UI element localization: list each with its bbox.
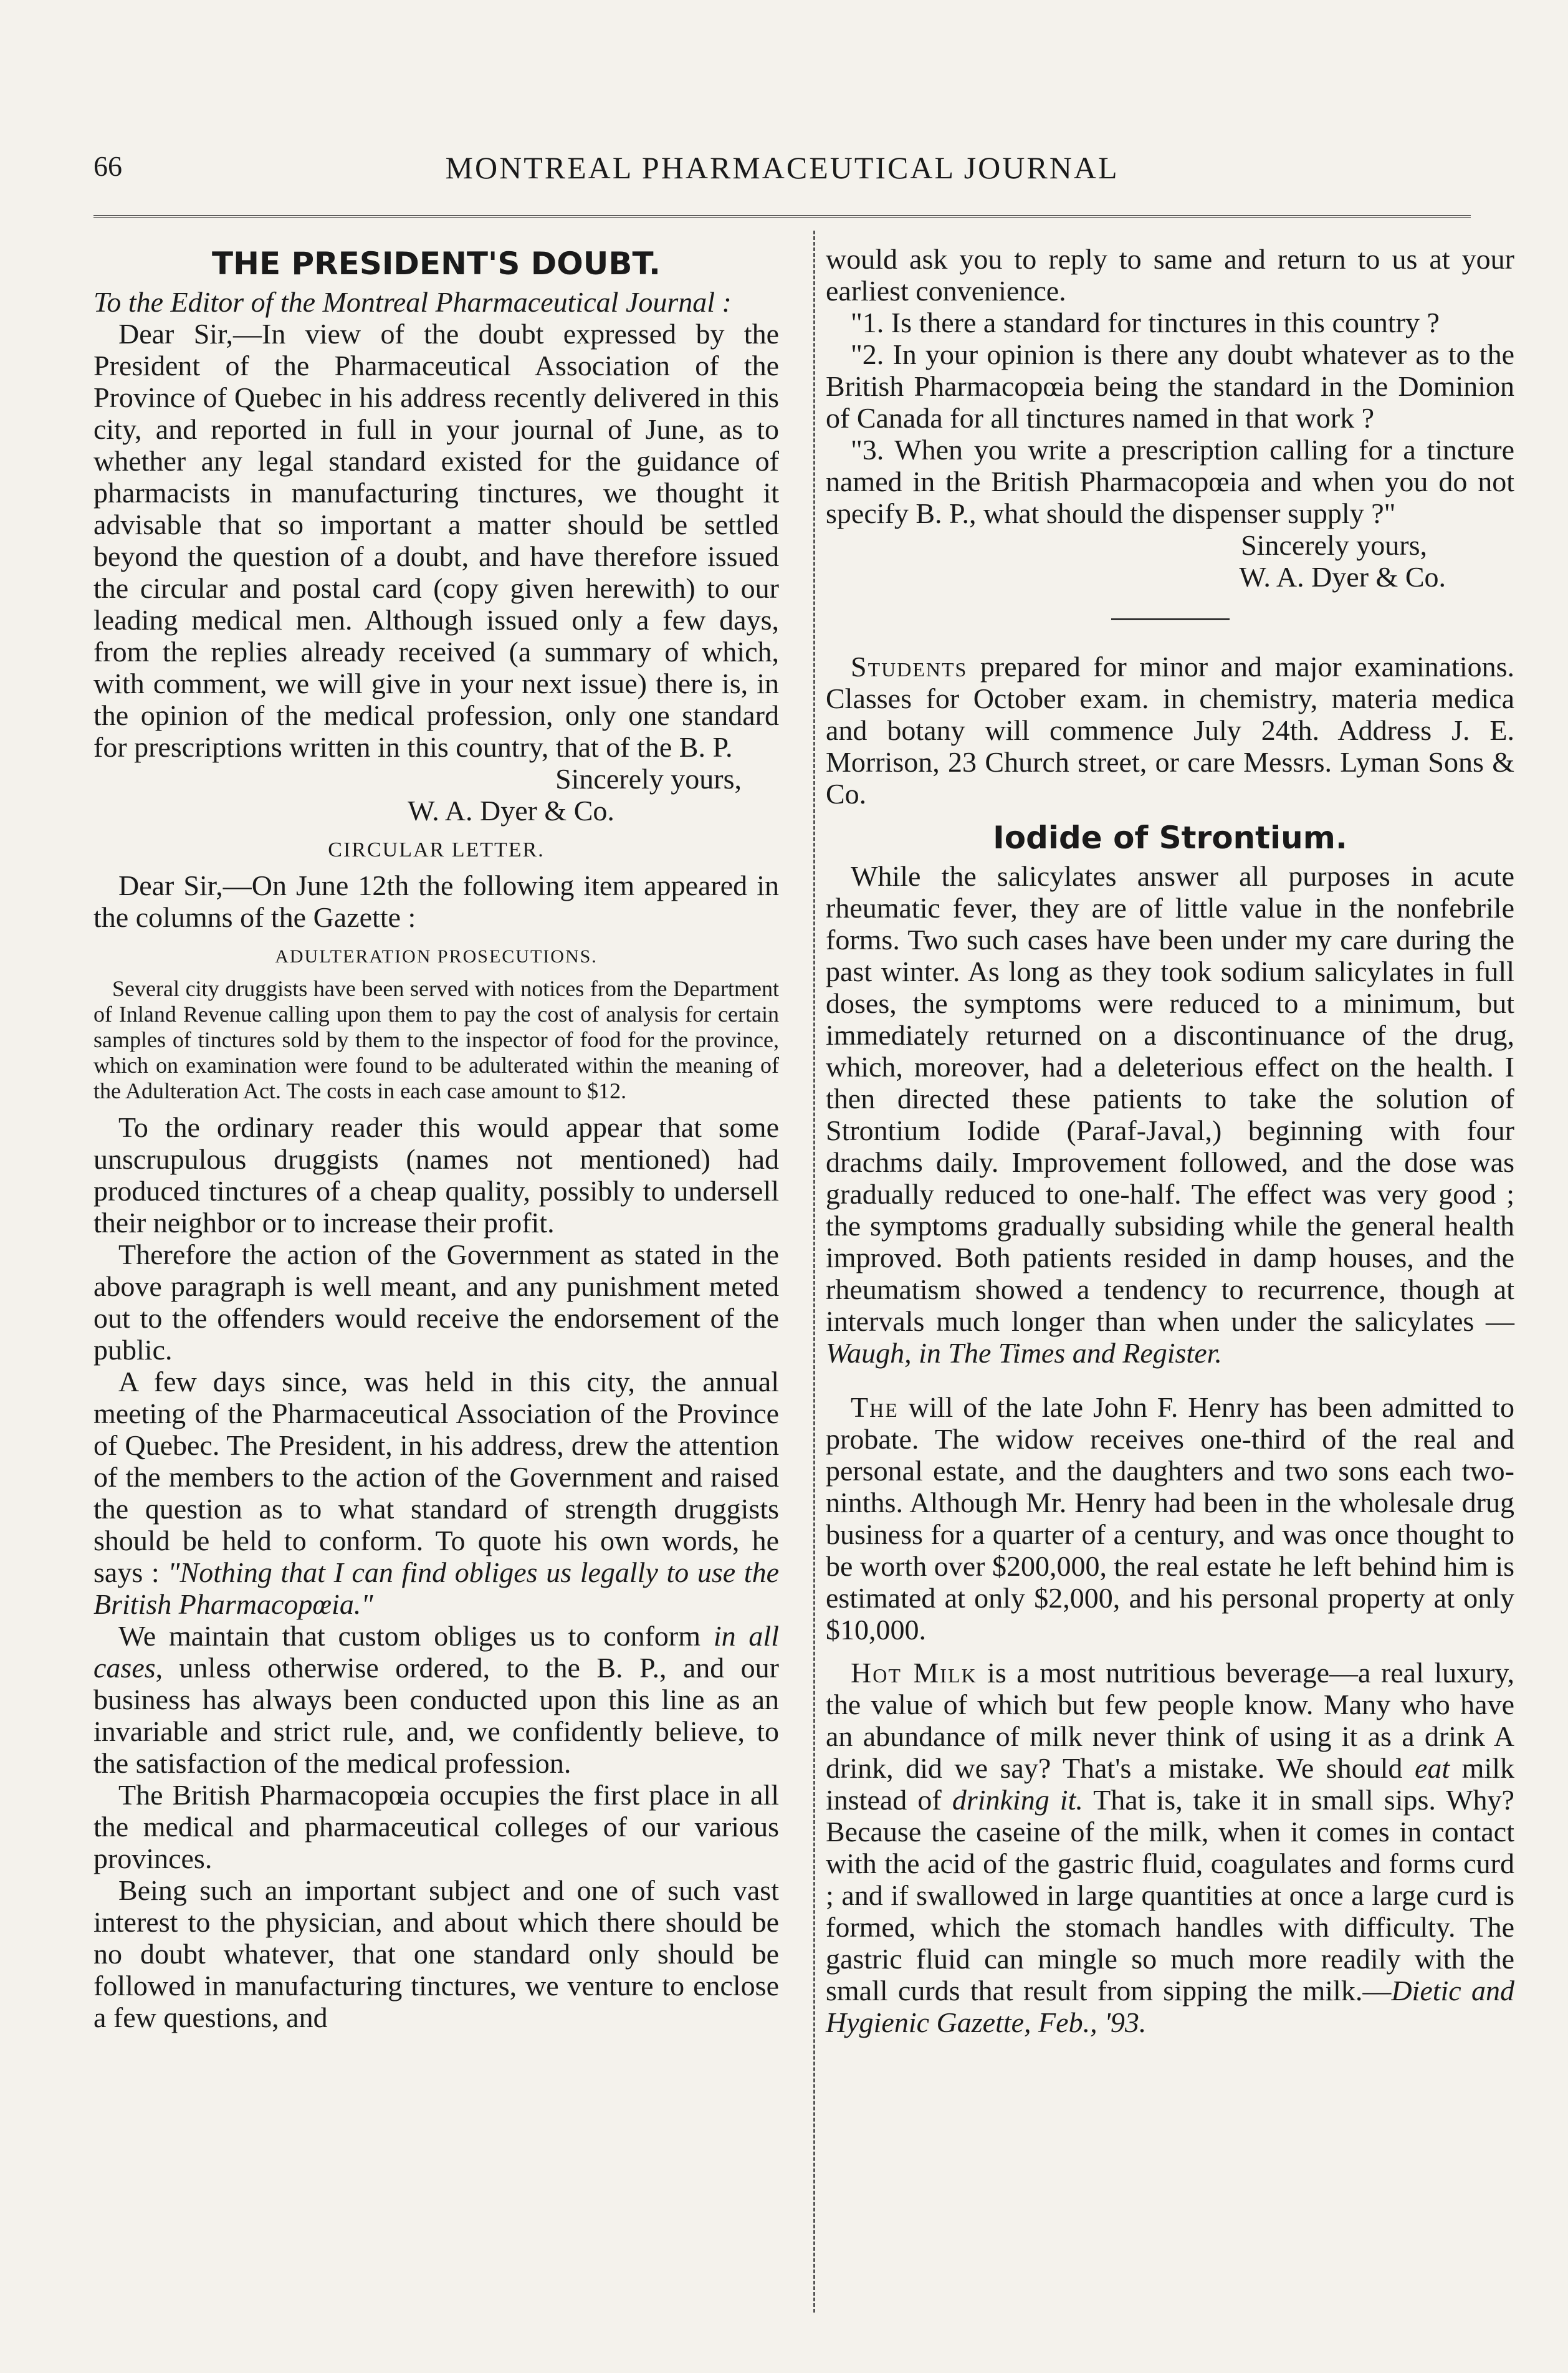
paragraph	[826, 860, 1514, 1369]
separator-rule	[826, 600, 1514, 632]
article-title: Iodide of Strontium.	[993, 820, 1347, 856]
source-citation: Dietic and Hygienic Gazette, Feb., '93.	[826, 1975, 1514, 2038]
notice-hot-milk	[826, 1657, 1514, 2038]
question: "2. In your opinion is there any doubt whatever as to the British Pharmacopœia being the standard in the Dominion of Canada for all tinctures named in that work ?	[826, 338, 1514, 434]
question: "1. Is there a standard for tinctures in this country ?	[851, 307, 1440, 338]
source-citation: Waugh, in The Times and Register.	[826, 1337, 1222, 1369]
paragraph: The British Pharmacopœia occupies the first place in all the medical and pharmaceutical colleges of our various provinces.	[93, 1779, 779, 1874]
text-run: milk instead of	[826, 1752, 1515, 1816]
article-title: THE PRESIDENT'S DOUBT.	[212, 246, 661, 282]
text-run: will of the late John F. Henry has been admitted to probate. The widow receives one-third of the real and personal estate, and the daughters and two sons each two-ninths. Although Mr. Henry had been in the wholesale drug business for a quarter of a century, and was once thought to be worth over $200,000, the real estate he left behind him is estimated at only $2,000, and his personal property at only $10,000.	[826, 1391, 1514, 1646]
italic-text: eat	[1414, 1752, 1450, 1784]
paragraph	[93, 1366, 779, 1620]
signature-name: W. A. Dyer & Co.	[408, 795, 614, 827]
notice-students	[826, 651, 1514, 810]
italic-quote: "Nothing that I can find obliges us legally to use the British Pharmacopœia."	[93, 1556, 780, 1620]
left-column	[93, 243, 779, 2033]
text-run: is a most nutritious beverage—a real luxury, the value of which but few people know. Many who have an abundance of milk never think of using it as a drink A drink, did we say? That's a mistake. We should	[826, 1657, 1514, 1784]
paragraph: Dear Sir,—On June 12th the following item appeared in the columns of the Gazette :	[93, 870, 779, 933]
header-rule	[93, 215, 1471, 218]
lead-word: The	[851, 1391, 899, 1423]
paragraph: Therefore the action of the Government as stated in the above paragraph is well meant, and any punishment meted out to the offenders would receive the endorsement of the public.	[93, 1239, 779, 1366]
quoted-item	[93, 976, 779, 1104]
italic-text: in all cases	[93, 1620, 779, 1684]
signature-closing: Sincerely yours,	[1241, 529, 1427, 561]
paragraph: would ask you to reply to same and return to us at your earliest convenience.	[826, 243, 1514, 307]
paragraph: To the ordinary reader this would appear that some unscrupulous druggists (names not mentioned) had produced tinctures of a cheap quality, possibly to undersell their neighbor or to increase their profit.	[93, 1111, 779, 1239]
text-run: That is, take it in small sips. Why? Because the caseine of the milk, when it comes in contact with the acid of the gastric fluid, coagulates and forms curd ; and if swallowed in large quantities at once a large curd is formed, which the stomach handles with difficulty. The gastric fluid can mingle so much more readily with the small curds that result from sipping the milk.—	[826, 1784, 1514, 2006]
text-run: While the salicylates answer all purposes in acute rheumatic fever, they are of little value in the nonfebrile forms. Two such cases have been under my care during the past winter. As long as they took sodium salicylates in full doses, the symptoms were reduced to a minimum, but immediately returned on a discontinuance of the drug, which, moreover, had a deleterious effect on the health. I then directed these patients to take the solution of Strontium Iodide (Paraf-Javal,) beginning with four drachms daily. Improvement followed, and the dose was gradually reduced to one-half. The effect was very good ; the symptoms gradually subsiding while the general health improved. Both patients resided in damp houses, and the rheumatism showed a tendency to recurrence, though at intervals much longer than when under the salicylates —	[826, 860, 1514, 1337]
page-number: 66	[93, 150, 122, 182]
question: "3. When you write a prescription calling for a tincture named in the British Pharmacopœia and when you do not specify B. P., what should the dispenser supply ?"	[826, 434, 1514, 529]
page-header	[93, 150, 1471, 199]
text-run: A few days since, was held in this city, the annual meeting of the Pharmaceutical Association of the Province of Quebec. The President, in his address, drew the attention of the members to the action of the Government and raised the question as to what standard of strength druggists should be held to conform. To quote his own words, he says :	[93, 1366, 779, 1588]
paragraph	[93, 1620, 779, 1779]
paragraph: Dear Sir,—In view of the doubt expressed by the President of the Pharmaceutical Association of the Province of Quebec in his address recently delivered in this city, and reported in full in your journal of June, as to whether any legal standard existed for the guidance of pharmacists in manufacturing tinctures, we thought it advisable that so important a matter should be settled beyond the question of a doubt, and have therefore issued the circular and postal card (copy given herewith) to our leading medical men. Although issued only a few days, from the replies already received (a summary of which, with comment, we will give in your next issue) there is, in the opinion of the medical profession, only one standard for prescriptions written in this country, that of the B. P.	[93, 318, 779, 763]
column-divider	[813, 231, 815, 2313]
salutation: To the Editor of the Montreal Pharmaceutical Journal :	[93, 286, 732, 318]
signature-closing: Sincerely yours,	[555, 763, 742, 795]
signature-name: W. A. Dyer & Co.	[1239, 561, 1446, 593]
paragraph: Being such an important subject and one of such vast interest to the physician, and about which there should be no doubt whatever, that one standard only should be followed in manufacturing tinctures, we venture to enclose a few questions, and	[93, 1874, 779, 2033]
lead-word: Hot Milk	[851, 1657, 977, 1689]
text-run: We maintain that custom obliges us to conform	[118, 1620, 714, 1652]
italic-text: drinking it.	[952, 1784, 1083, 1816]
section-heading: CIRCULAR LETTER.	[328, 838, 545, 861]
section-heading: ADULTERATION PROSECUTIONS.	[275, 946, 598, 967]
notice-henry	[826, 1391, 1514, 1646]
lead-word: Students	[851, 651, 968, 683]
text-run: , unless otherwise ordered, to the B. P., and our business has always been conducted upon this line as an invariable and strict rule, and, we confidently believe, to the satisfaction of the medical profession.	[93, 1652, 779, 1779]
running-head: MONTREAL PHARMACEUTICAL JOURNAL	[445, 150, 1119, 185]
quote-text: Several city druggists have been served with notices from the Department of Inland Revenue calling upon them to pay the cost of analysis for certain samples of tinctures sold by them to the inspector of food for the province, which on examination were found to be adulterated within the meaning of the Adulteration Act. The costs in each case amount to $12.	[93, 976, 779, 1103]
right-column	[826, 243, 1514, 2038]
text-run: prepared for minor and major examinations. Classes for October exam. in chemistry, materia medica and botany will commence July 24th. Address J. E. Morrison, 23 Church street, or care Messrs. Lyman Sons & Co.	[826, 651, 1514, 810]
